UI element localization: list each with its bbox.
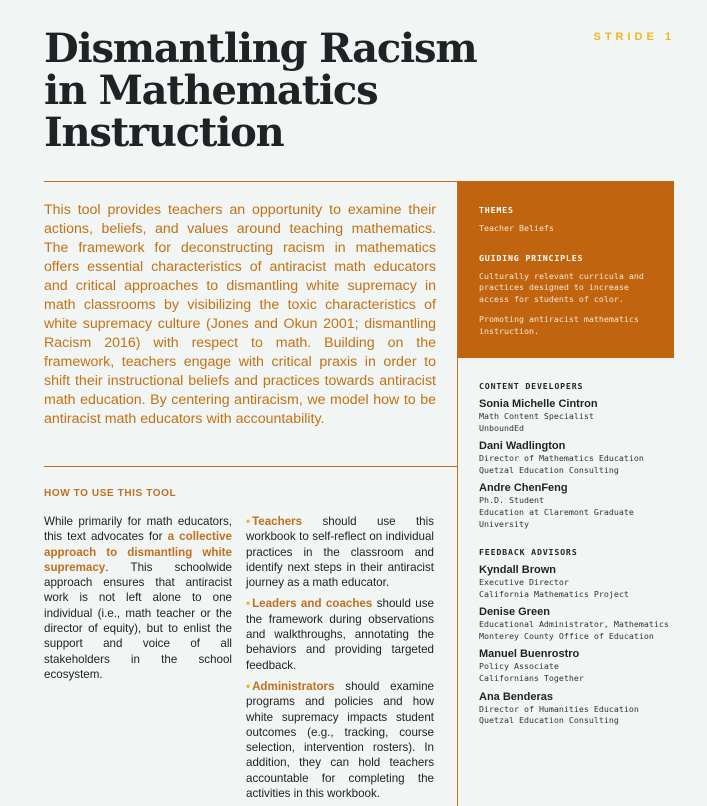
list-item-teachers: [246, 514, 434, 590]
list-item-leaders: [246, 596, 434, 672]
person-org: Californians Together: [479, 672, 584, 683]
person-name: Dani Wadlington: [479, 440, 566, 453]
person-role: Math Content Specialist: [479, 411, 594, 421]
bullet-icon: •: [246, 679, 251, 693]
principles-heading: GUIDING PRINCIPLES: [479, 252, 584, 263]
list-item: [479, 440, 689, 476]
list-item: [479, 482, 689, 530]
bullet-icon: •: [246, 515, 251, 528]
how-to-text-after: . This schoolwide approach ensures that antiracist work is not left alone to one individual (i.e., math teacher or the director of equity), but to enlist the support and voice of all stakeholders in the school ecosystem.: [44, 560, 232, 681]
stride-label: STRIDE 1: [593, 31, 675, 43]
feedback-advisors-heading: FEEDBACK ADVISORS: [479, 547, 578, 557]
list-item: [479, 398, 689, 434]
person-role: Executive Director: [479, 577, 569, 587]
intro-paragraph: This tool provides teachers an opportunity to examine their actions, beliefs, and values around teaching mathematics. The framework for deconstructing racism in mathematics offers essential characteristics of antiracist math educators and critical approaches to dismantling white supremacy in math classrooms by visibilizing the toxic characteristics of white supremacy culture (Jones and Okun 2001; dismantling Racism 2016) with respect to math. Building on the framework, teachers engage with critical praxis in order to shift their instructional beliefs and practices towards antiracist math education. By centering antiracism, we model how to be antiracist math educators with accountability.: [44, 202, 436, 427]
teachers-label: Teachers: [252, 515, 303, 528]
person-org: Monterey County Office of Education: [479, 630, 654, 641]
administrators-text: should examine programs and policies and how white supremacy impacts student outcomes (e.g., tracking, course selection, intervention rosters). In addition, they can hold teachers accountable for completing the activities in this workbook.: [246, 679, 434, 801]
person-role: Educational Administrator, Mathematics: [479, 619, 669, 630]
themes-box: [458, 181, 674, 358]
page-title: Dismantling Racism in Mathematics Instruction: [44, 25, 477, 156]
principle-2: Promoting antiracist mathematics instruction.: [479, 314, 639, 336]
person-org: California Mathematics Project: [479, 588, 629, 599]
person-org: Education at Claremont Graduate: [479, 506, 634, 517]
stakeholder-list: [246, 514, 434, 806]
bullet-icon: •: [246, 597, 251, 611]
principle-1: Culturally relevant curricula and practices designed to increase access for students of color.: [479, 270, 644, 304]
person-org: Quetzal Education Consulting: [479, 715, 619, 726]
list-item-administrators: [246, 679, 434, 801]
person-name: Denise Green: [479, 606, 550, 619]
leaders-label: Leaders and coaches: [252, 597, 373, 611]
person-name: Manuel Buenrostro: [479, 648, 580, 661]
content-developers-heading: CONTENT DEVELOPERS: [479, 381, 584, 391]
themes-heading: THEMES: [479, 205, 514, 215]
person-role: Director of Humanities Education: [479, 703, 639, 714]
person-name: Ana Benderas: [479, 690, 553, 703]
person-org: UnboundEd: [479, 422, 524, 433]
list-item: [479, 564, 689, 600]
person-org: Quetzal Education Consulting: [479, 464, 619, 475]
list-item: [479, 648, 689, 684]
person-name: Kyndall Brown: [479, 564, 557, 576]
person-role: Policy Associate: [479, 661, 559, 672]
how-to-intro: [44, 514, 232, 682]
person-name: Sonia Michelle Cintron: [479, 398, 598, 410]
administrators-label: Administrators: [252, 679, 335, 693]
themes-text: Teacher Beliefs: [479, 223, 554, 233]
leaders-text: should use the framework during observations and walkthroughs, annotating the behaviors and providing targeted feedback.: [246, 597, 434, 672]
how-to-heading: HOW TO USE THIS TOOL: [44, 488, 177, 499]
list-item: [479, 691, 689, 727]
feedback-advisors-section: [479, 547, 689, 733]
person-org-cont: University: [479, 518, 529, 529]
divider-top: [44, 181, 458, 182]
teachers-text: should use this workbook to self-reflect on individual practices in the classroom and identify next steps in their antiracist journey as a math educator.: [246, 515, 434, 590]
collective-approach-highlight: a collective approach to dismantling white supremacy: [44, 530, 233, 574]
list-item: [479, 606, 689, 642]
divider-middle: [44, 466, 458, 467]
content-developers-section: [479, 381, 689, 536]
person-role: Director of Mathematics Education: [479, 453, 644, 464]
person-role: Ph.D. Student: [479, 495, 544, 506]
how-to-text-before: While primarily for math educators, this text advocates for: [44, 515, 232, 544]
person-name: Andre ChenFeng: [479, 482, 568, 495]
